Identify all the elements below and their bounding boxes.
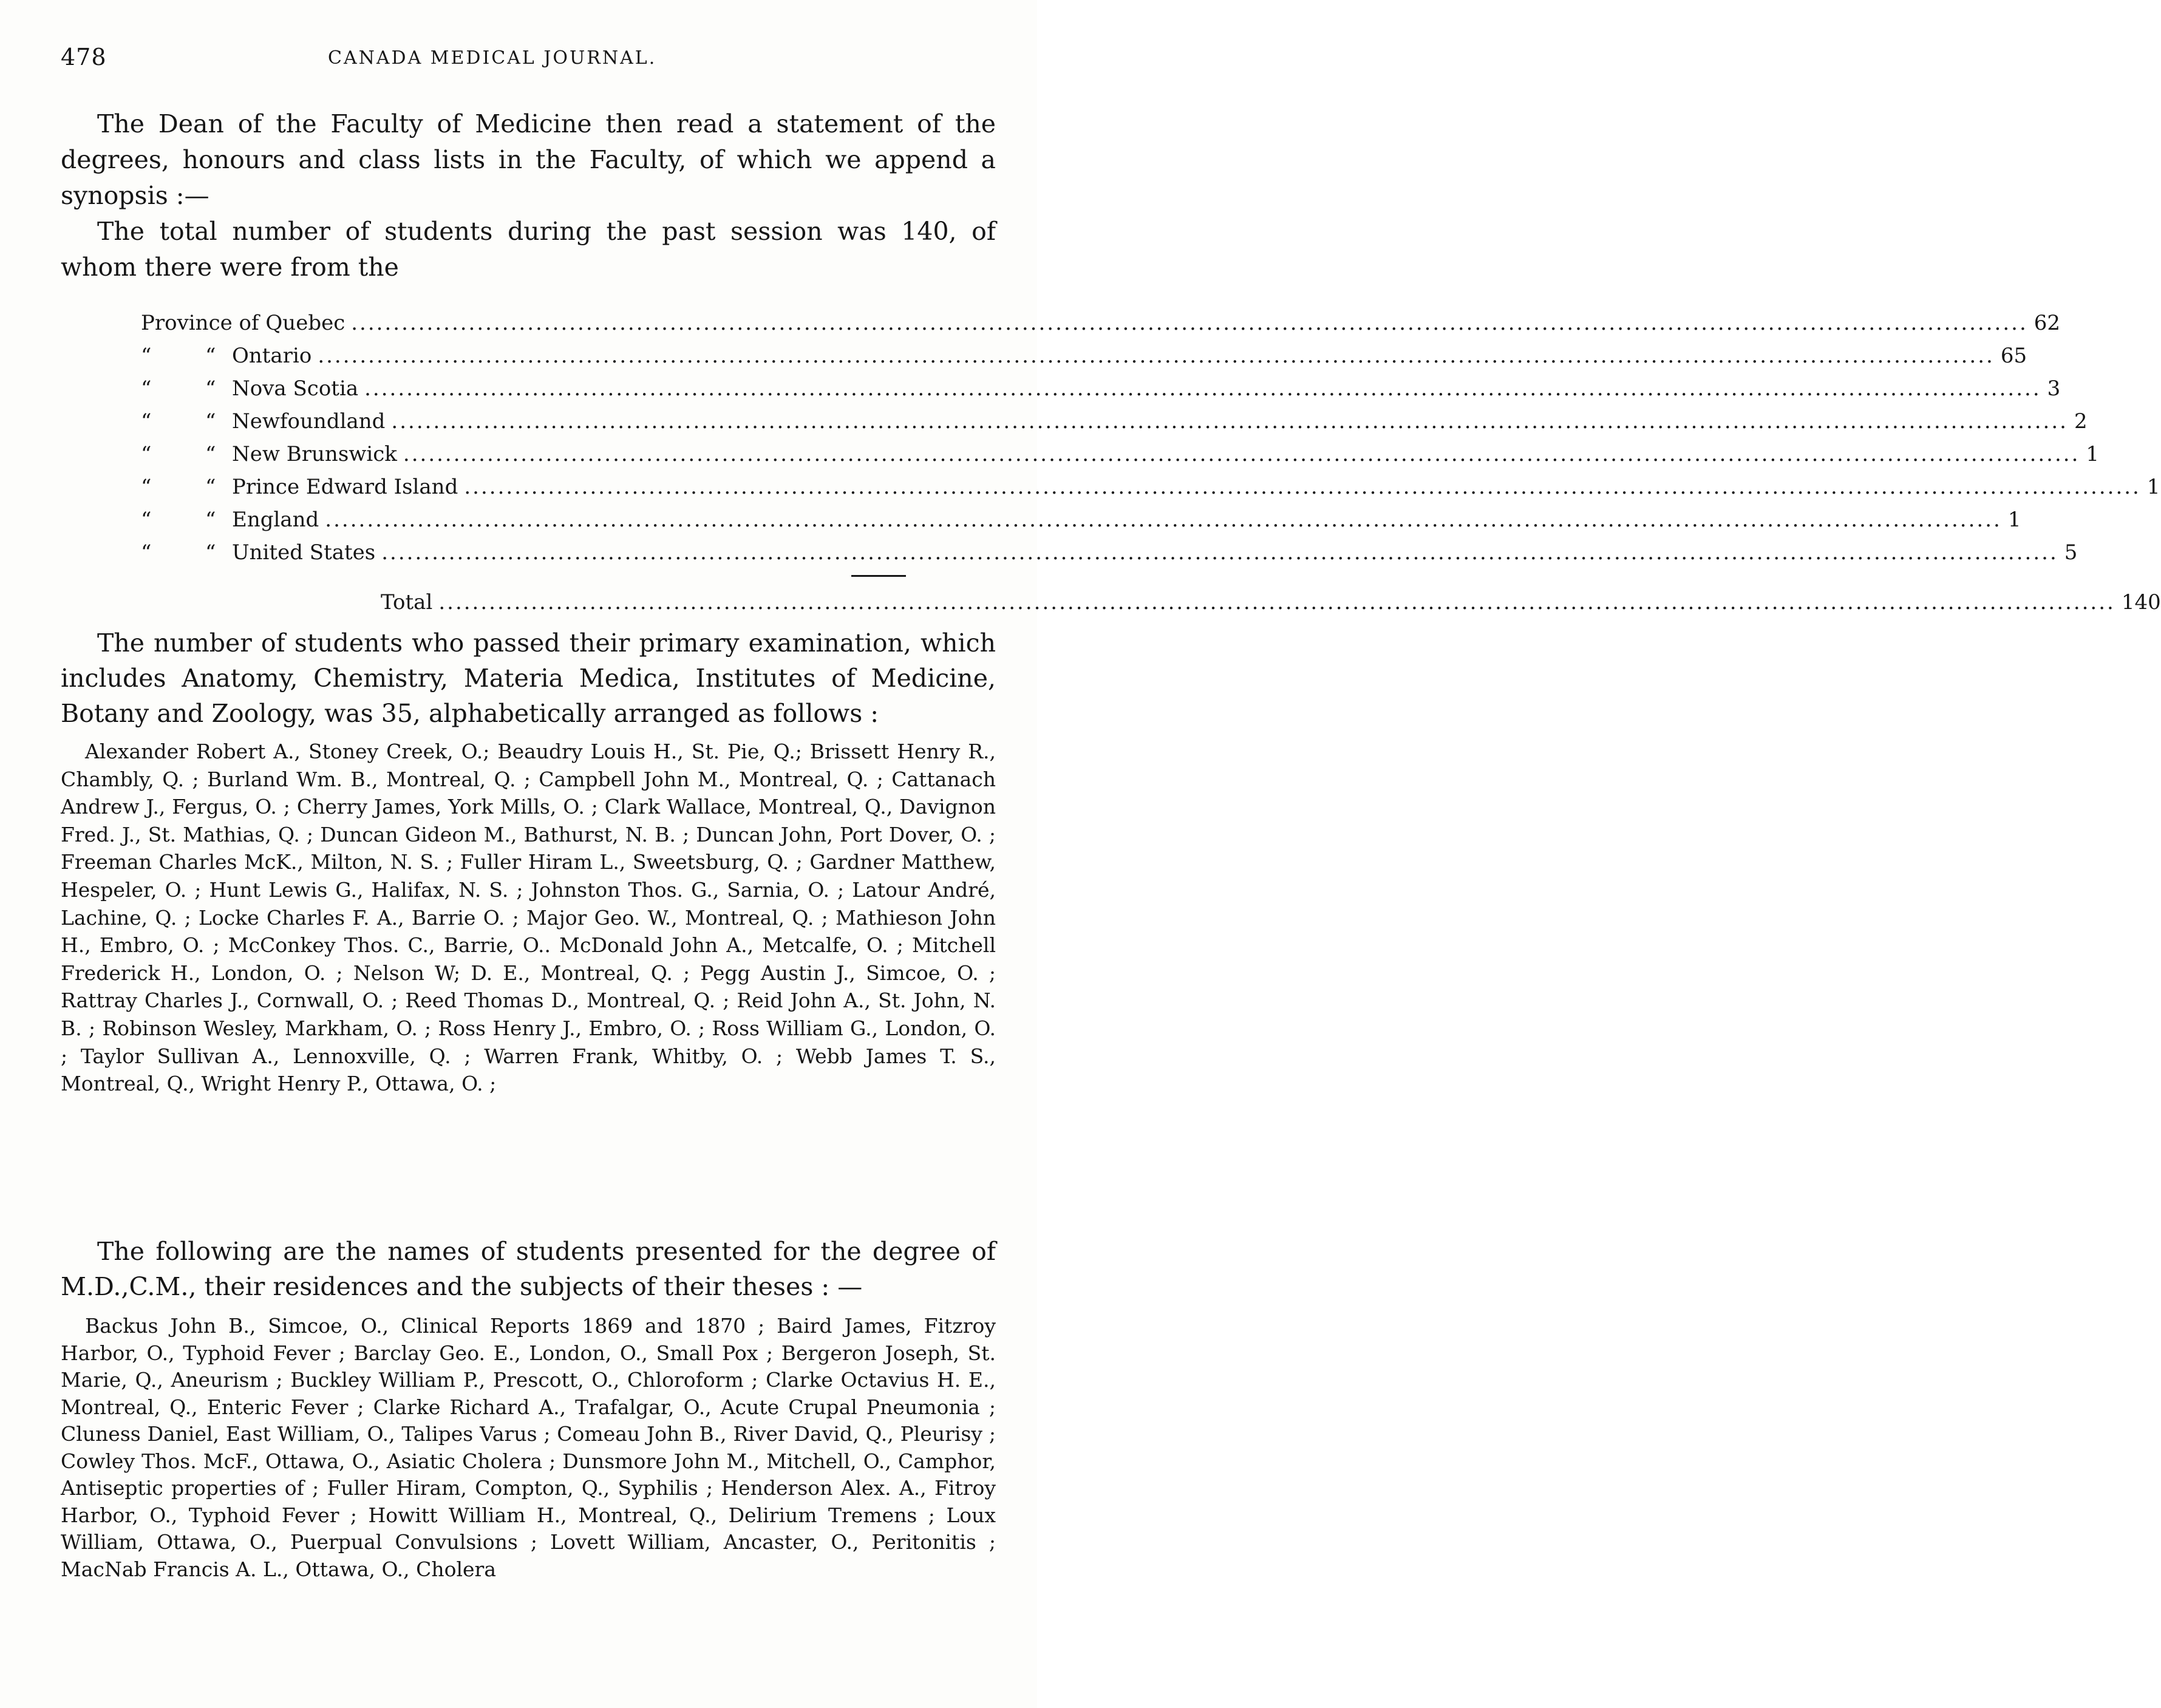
student-count: 5 [2064, 540, 2078, 565]
table-row [141, 438, 2100, 471]
primary-exam-names: Alexander Robert A., Stoney Creek, O.; Beaudry Louis H., St. Pie, Q.; Brissett Henry R., Chambly, Q. ; Burland Wm. B., Montreal, Q. ; Campbell John M., Montreal, Q. ; Cattanach Andrew J., Fergus, O. ; Cherry James, York Mills, O. ; Clark Wallace, Montreal, Q., Davignon Fred. J., St. Mathias, Q. ; Duncan Gideon M., Bathurst, N. B. ; Duncan John, Port Dover, O. ; Freeman Charles McK., Milton, N. S. ; Fuller Hiram L., Sweetsburg, Q. ; Gardner Matthew, Hespeler, O. ; Hunt Lewis G., Halifax, N. S. ; Johnston Thos. G., Sarnia, O. ; Latour André, Lachine, Q. ; Locke Charles F. A., Barrie O. ; Major Geo. W., Montreal, Q. ; Mathieson John H., Embro, O. ; McConkey Thos. C., Barrie, O.. McDonald John A., Metcalfe, O. ; Mitchell Frederick H., London, O. ; Nelson W; D. E., Montreal, Q. ; Pegg Austin J., Simcoe, O. ; Rattray Charles J., Cornwall, O. ; Reed Thomas D., Montreal, Q. ; Reid John A., St. John, N. B. ; Robinson Wesley, Markham, O. ; Ross Henry J., Embro, O. ; Ross William G., London, O. ; Taylor Sullivan A., Lennoxville, Q. ; Warren Frank, Whitby, O. ; Webb James T. S., Montreal, Q., Wright Henry P., Ottawa, O. ; [61, 740, 996, 1096]
student-count: 2 [2074, 409, 2088, 434]
primary-exam-name-list [61, 738, 996, 1098]
place-name: New Brunswick [232, 442, 397, 466]
total-value: 140 [2121, 590, 2161, 614]
md-theses-text: Backus John B., Simcoe, O., Clinical Reports 1869 and 1870 ; Baird James, Fitzroy Harbor, O., Typhoid Fever ; Barclay Geo. E., London, O., Small Pox ; Bergeron Joseph, St. Marie, Q., Aneurism ; Buckley William P., Prescott, O., Chloroform ; Clarke Octavius H. E., Montreal, Q., Enteric Fever ; Clarke Richard A., Trafalgar, O., Acute Crupal Pneumonia ; Cluness Daniel, East William, O., Talipes Varus ; Comeau John B., River David, Q., Pleurisy ; Cowley Thos. McF., Ottawa, O., Asiatic Cholera ; Dunsmore John M., Mitchell, O., Camphor, Antiseptic properties of ; Fuller Hiram, Compton, Q., Syphilis ; Henderson Alex. A., Fitroy Harbor, O., Typhoid Fever ; Howitt William H., Montreal, Q., Delirium Tremens ; Loux William, Ottawa, O., Puerpual Convulsions ; Lovett William, Ancaster, O., Peritonitis ; MacNab Francis A. L., Ottawa, O., Cholera [61, 1314, 996, 1581]
ditto-mark: “ [205, 344, 216, 368]
table-row [141, 372, 2061, 405]
ditto-mark: “ [141, 442, 152, 466]
ditto-mark: “ [141, 344, 152, 368]
table-row [141, 503, 2021, 536]
ditto-mark: “ [205, 409, 216, 434]
primary-exam-section [61, 625, 996, 731]
ditto-mark: “ [141, 376, 152, 401]
table-row [141, 307, 2061, 339]
place-name: Ontario [232, 344, 312, 368]
dot-leader: ........................................................................................................................................................................................................ [403, 442, 2080, 466]
page-number: 478 [61, 44, 107, 70]
students-by-province-table [141, 307, 2161, 619]
page-header [61, 44, 996, 80]
place-name: England [232, 508, 319, 532]
intro-paragraph-dean: The Dean of the Faculty of Medicine then read a statement of the degrees, honours and class lists in the Faculty, of which we append a synopsis :— [61, 109, 996, 210]
province-label: Province of [141, 311, 259, 335]
place-name: Newfoundland [232, 409, 386, 434]
student-count: 1 [2086, 442, 2100, 466]
ditto-mark: “ [141, 475, 152, 499]
total-row [141, 586, 2161, 619]
table-row [141, 339, 2027, 372]
intro-paragraph-total: The total number of students during the past session was 140, of whom there were from the [61, 217, 996, 282]
ditto-mark: “ [205, 540, 216, 565]
dot-leader: ........................................................................................................................................................................................................ [351, 311, 2028, 335]
place-name: Quebec [265, 311, 345, 335]
md-degree-intro: The following are the names of students presented for the degree of M.D.,C.M., their residences and the subjects of their theses : — [61, 1237, 996, 1301]
ditto-mark: “ [205, 475, 216, 499]
ditto-mark: “ [141, 508, 152, 532]
table-row [141, 471, 2160, 503]
ditto-mark: “ [141, 540, 152, 565]
student-count: 1 [2146, 475, 2160, 499]
total-rule-divider [141, 569, 906, 586]
running-title: CANADA MEDICAL JOURNAL. [328, 47, 657, 69]
dot-leader: ........................................................................................................................................................................................................ [325, 508, 2002, 532]
dot-leader: ........................................................................................................................................................................................................ [438, 590, 2115, 614]
student-count: 62 [2033, 311, 2061, 335]
primary-exam-intro: The number of students who passed their primary examination, which includes Anatomy, Chemistry, Materia Medica, Institutes of Medicine, Botany and Zoology, was 35, alphabetically arranged as follows : [61, 628, 996, 728]
dot-leader: ........................................................................................................................................................................................................ [318, 344, 1995, 368]
md-theses-list [61, 1313, 996, 1583]
student-count: 3 [2047, 376, 2061, 401]
dot-leader: ........................................................................................................................................................................................................ [391, 409, 2068, 434]
dot-leader: ........................................................................................................................................................................................................ [381, 540, 2058, 565]
student-count: 1 [2007, 508, 2021, 532]
ditto-mark: “ [205, 508, 216, 532]
intro-section [61, 106, 996, 285]
total-label: Total [381, 590, 433, 614]
ditto-mark: “ [205, 442, 216, 466]
dot-leader: ........................................................................................................................................................................................................ [464, 475, 2141, 499]
table-row [141, 405, 2088, 438]
ditto-mark: “ [141, 409, 152, 434]
table-row [141, 536, 2078, 569]
md-degree-section [61, 1234, 996, 1304]
place-name: Prince Edward Island [232, 475, 458, 499]
place-name: Nova Scotia [232, 376, 359, 401]
student-count: 65 [2000, 344, 2027, 368]
place-name: United States [232, 540, 376, 565]
dot-leader: ........................................................................................................................................................................................................ [364, 376, 2041, 401]
ditto-mark: “ [205, 376, 216, 401]
